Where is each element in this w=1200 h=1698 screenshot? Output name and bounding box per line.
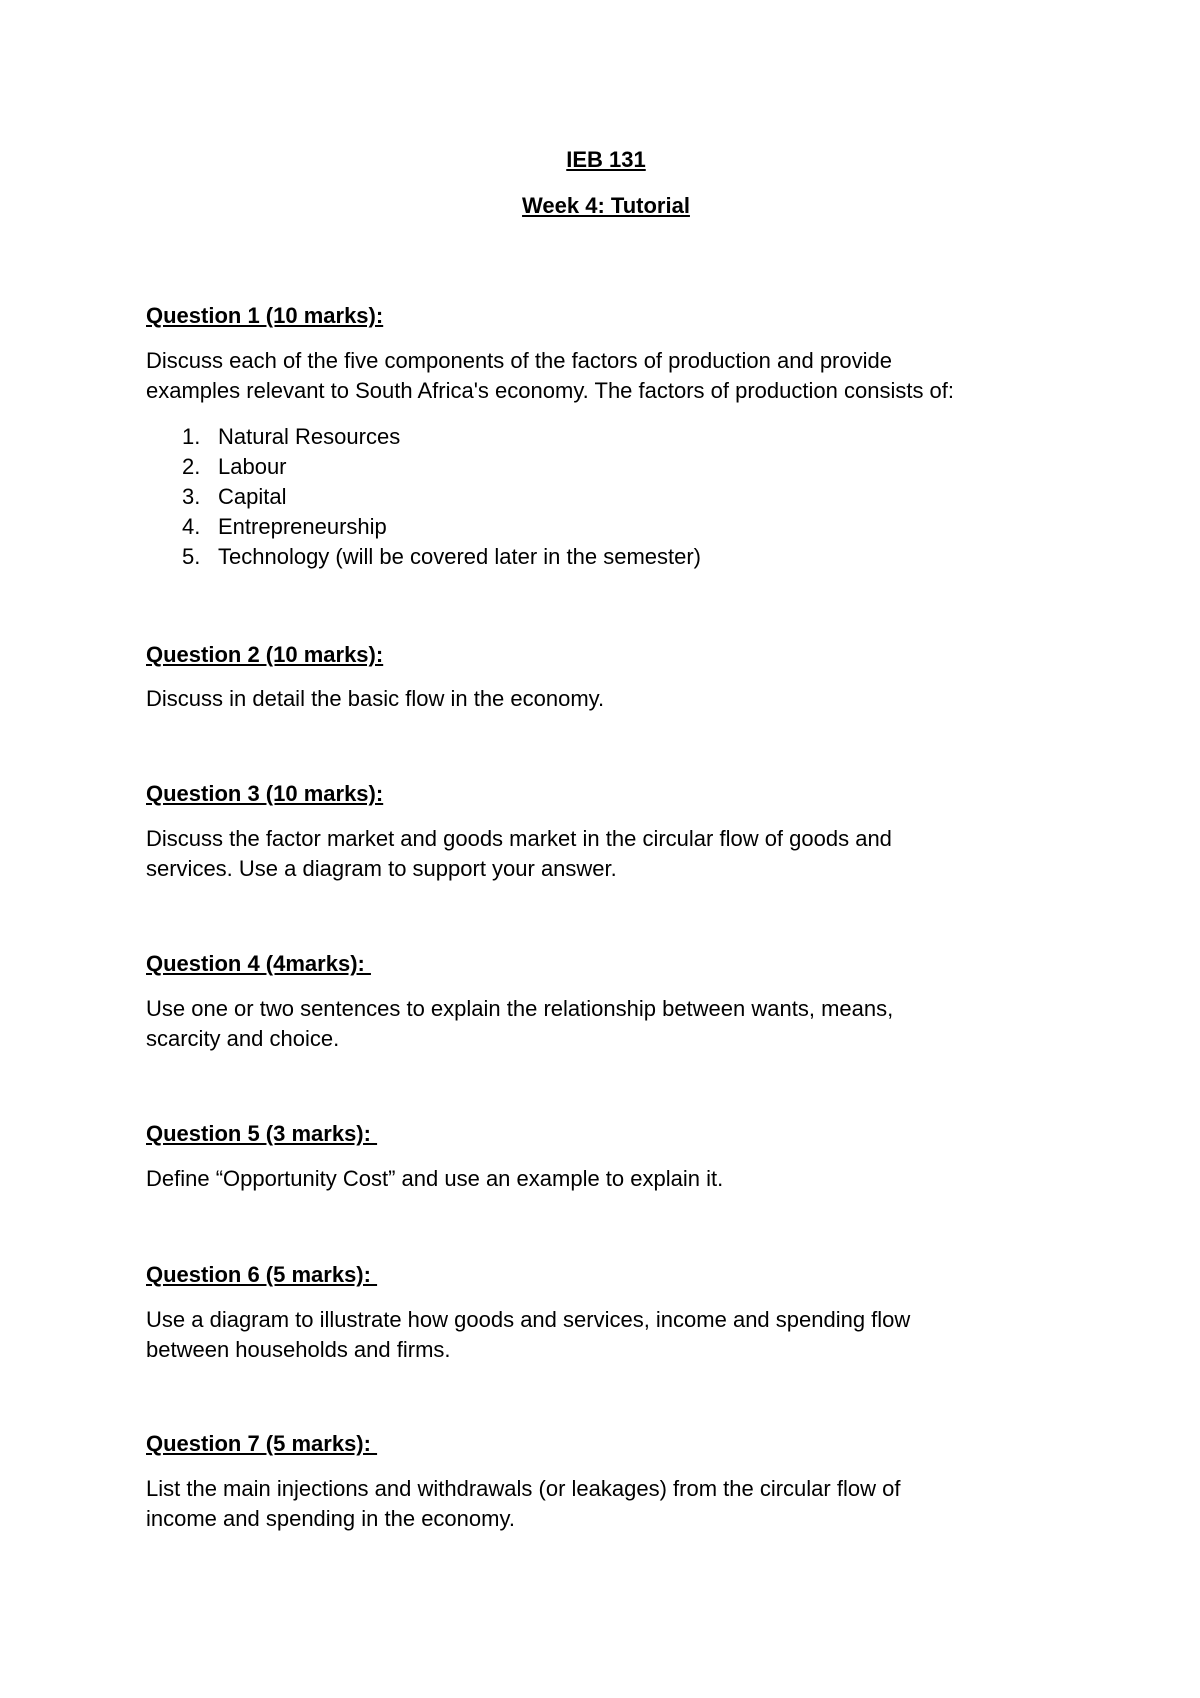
- list-item-number: 1.: [182, 424, 201, 449]
- question-7-line-2: income and spending in the economy.: [146, 1506, 515, 1531]
- list-item: [146, 452, 701, 482]
- question-2-heading: Question 2 (10 marks):: [146, 642, 384, 667]
- factors-of-production-list: [146, 422, 701, 572]
- question-1-body: [146, 346, 1066, 406]
- list-item-number: 3.: [182, 484, 201, 509]
- question-5-body: [146, 1164, 1066, 1194]
- tutorial-subtitle: Week 4: Tutorial: [522, 193, 690, 218]
- question-1-line-2: examples relevant to South Africa's economy. The factors of production consists of:: [146, 378, 955, 403]
- question-5-line-1: Define “Opportunity Cost” and use an example to explain it.: [146, 1166, 724, 1191]
- question-3-body: [146, 824, 1066, 884]
- question-4-body: [146, 994, 1066, 1054]
- question-2-line-1: Discuss in detail the basic flow in the economy.: [146, 686, 605, 711]
- question-3-line-2: services. Use a diagram to support your answer.: [146, 856, 617, 881]
- question-1-heading: Question 1 (10 marks):: [146, 303, 384, 328]
- list-item: [146, 542, 701, 572]
- list-item-text: Capital: [218, 484, 287, 509]
- list-item: [146, 422, 701, 452]
- question-7-body: [146, 1474, 1066, 1534]
- list-item-text: Entrepreneurship: [218, 514, 387, 539]
- question-3-heading: Question 3 (10 marks):: [146, 781, 384, 806]
- question-6-line-1: Use a diagram to illustrate how goods and services, income and spending flow: [146, 1307, 911, 1332]
- question-2-body: [146, 684, 1066, 714]
- list-item: [146, 512, 701, 542]
- question-4-line-2: scarcity and choice.: [146, 1026, 340, 1051]
- list-item-number: 5.: [182, 544, 201, 569]
- question-4-line-1: Use one or two sentences to explain the relationship between wants, means,: [146, 996, 894, 1021]
- list-item-text: Technology (will be covered later in the semester): [218, 544, 702, 569]
- list-item: [146, 482, 701, 512]
- question-4-heading: Question 4 (4marks):: [146, 951, 371, 976]
- question-7-line-1: List the main injections and withdrawals (or leakages) from the circular flow of: [146, 1476, 901, 1501]
- question-3-line-1: Discuss the factor market and goods market in the circular flow of goods and: [146, 826, 892, 851]
- question-5-heading: Question 5 (3 marks):: [146, 1121, 378, 1146]
- list-item-number: 2.: [182, 454, 201, 479]
- list-item-text: Natural Resources: [218, 424, 401, 449]
- course-code-title: IEB 131: [566, 147, 646, 172]
- question-6-line-2: between households and firms.: [146, 1337, 451, 1362]
- question-1-line-1: Discuss each of the five components of the factors of production and provide: [146, 348, 892, 373]
- question-6-heading: Question 6 (5 marks):: [146, 1262, 378, 1287]
- question-6-body: [146, 1305, 1066, 1365]
- list-item-number: 4.: [182, 514, 201, 539]
- question-7-heading: Question 7 (5 marks):: [146, 1431, 378, 1456]
- list-item-text: Labour: [218, 454, 287, 479]
